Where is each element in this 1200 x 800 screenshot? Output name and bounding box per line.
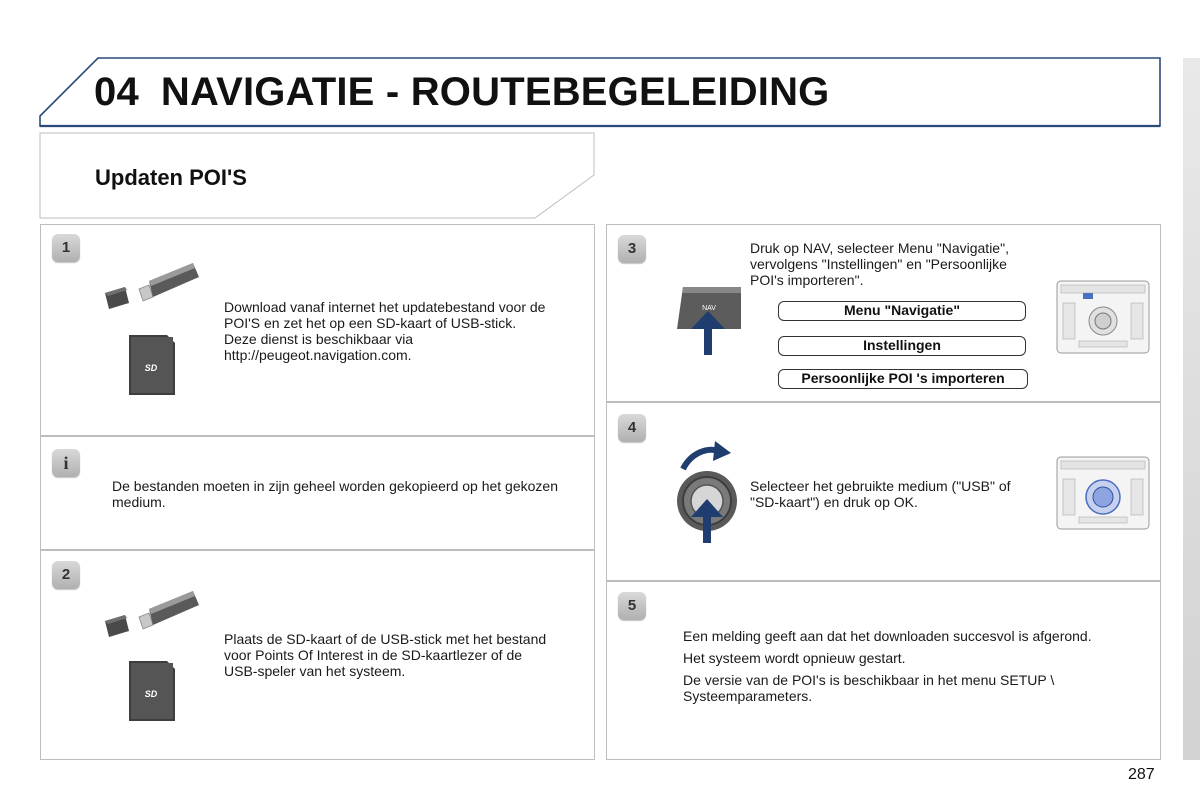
step-5-panel	[606, 581, 1161, 760]
step-2-text: Plaats de SD-kaart of de USB-stick met het bestand voor Points Of Interest in de SD-kaartlezer of de USB-speler van het systeem.	[224, 631, 547, 679]
nav-key-label: NAV	[702, 305, 716, 312]
step-5-line-1: Een melding geeft aan dat het downloaden succesvol is afgerond.	[683, 628, 1092, 644]
step-3-text: Druk op NAV, selecteer Menu "Navigatie", vervolgens "Instellingen" en "Persoonlijke POI's importeren".	[750, 240, 1009, 288]
step-5-line-3: De versie van de POI's is beschikbaar in het menu SETUP \ Systeemparameters.	[683, 672, 1055, 704]
step-5-badge: 5	[618, 592, 646, 620]
step-5-text	[683, 628, 1103, 710]
section-title-frame	[0, 128, 600, 224]
sd-card-icon	[127, 333, 177, 397]
usb-stick-icon	[103, 259, 203, 315]
step-2-badge: 2	[52, 561, 80, 589]
step-4-panel	[606, 402, 1161, 581]
nav-button-icon	[671, 277, 747, 357]
usb-stick-icon	[103, 587, 203, 643]
page-title	[94, 70, 830, 115]
info-icon: i	[52, 449, 80, 477]
instellingen-button[interactable]: Instellingen	[778, 336, 1026, 356]
step-1-panel	[40, 224, 595, 436]
sd-label: SD	[144, 689, 158, 699]
step-5-line-2: Het systeem wordt opnieuw gestart.	[683, 650, 906, 666]
radio-faceplate-icon	[1055, 455, 1151, 531]
step-3-badge: 3	[618, 235, 646, 263]
sd-label: SD	[144, 363, 158, 373]
rotary-knob-icon	[673, 439, 745, 547]
page-number: 287	[1128, 766, 1155, 783]
side-tab-bar	[1183, 58, 1200, 760]
step-4-badge: 4	[618, 414, 646, 442]
section-title: Updaten POI'S	[95, 165, 247, 190]
step-1-text: Download vanaf internet het updatebestand voor de POI'S en zet het op een SD-kaart of USB-stick. Deze dienst is beschikbaar via http://peugeot.navigation.com.	[224, 299, 546, 363]
step-2-panel	[40, 550, 595, 760]
sd-card-icon	[127, 659, 177, 723]
poi-import-button[interactable]: Persoonlijke POI 's importeren	[778, 369, 1028, 389]
chapter-number: 04	[94, 70, 139, 114]
chapter-title: NAVIGATIE - ROUTEBEGELEIDING	[160, 70, 830, 114]
radio-faceplate-icon	[1055, 279, 1151, 355]
step-1-badge: 1	[52, 234, 80, 262]
info-text: De bestanden moeten in zijn geheel worden gekopieerd op het gekozen medium.	[112, 478, 558, 510]
step-4-text: Selecteer het gebruikte medium ("USB" of "SD-kaart") en druk op OK.	[750, 478, 1011, 510]
info-panel	[40, 436, 595, 550]
menu-navigatie-button[interactable]: Menu "Navigatie"	[778, 301, 1026, 321]
